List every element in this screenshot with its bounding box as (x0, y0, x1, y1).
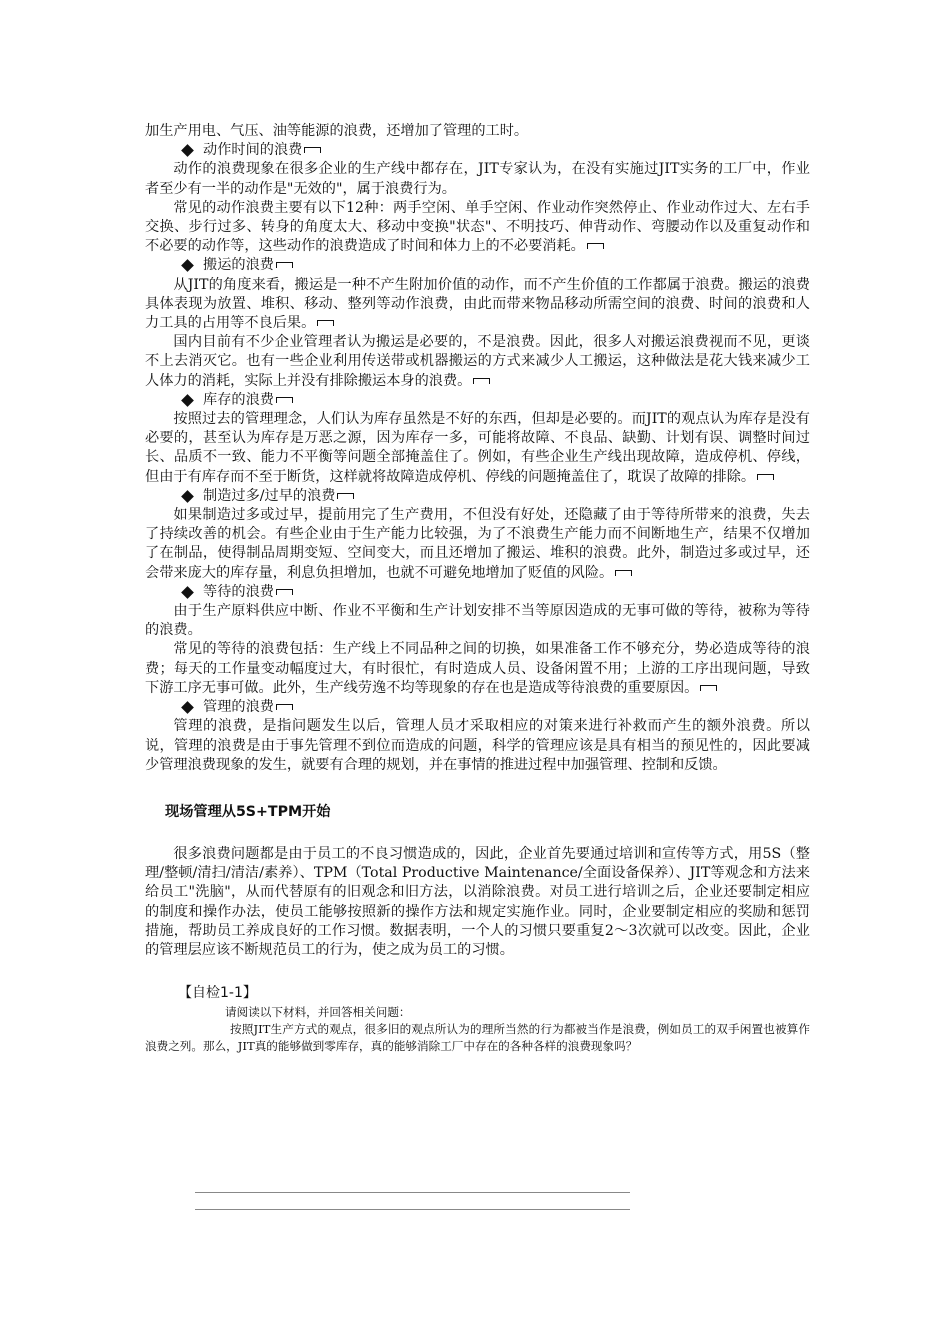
section-title: 现场管理从5S+TPM开始 (165, 803, 331, 820)
return-mark-icon (587, 243, 604, 249)
paragraph: 常见的动作浪费主要有以下12种：两手空闲、单手空闲、作业动作突然停止、作业动作过大、左右手交换、步行过多、转身的角度太大、移动中变换"状态"、不明技巧、伸背动作、弯腰动作以及重复动作和不必要的动作等，这些动作的浪费造成了时间和体力上的不必要消耗。 (145, 199, 810, 255)
section-heading: 动作时间的浪费 (145, 141, 810, 160)
return-mark-icon (304, 147, 321, 153)
paragraph: 常见的等待的浪费包括：生产线上不同品种之间的切换，如果准备工作不够充分，势必造成等待的浪费；每天的工作量变动幅度过大，有时很忙，有时造成人员、设备闲置不用；上游的工序出现问题，导致下游工序无事可做。此外，生产线劳逸不均等现象的存在也是造成等待浪费的重要原因。 (145, 641, 810, 696)
return-mark-icon (337, 493, 354, 499)
document-body (145, 122, 810, 1055)
section-heading: 等待的浪费 (145, 583, 810, 602)
intro-fragment: 加生产用电、气压、油等能源的浪费，还增加了管理的工时。 (145, 123, 529, 139)
section-heading: 库存的浪费 (145, 391, 810, 410)
return-mark-icon (276, 589, 293, 595)
return-mark-icon (276, 397, 293, 403)
paragraph: 从JIT的角度来看，搬运是一种不产生附加价值的动作，而不产生价值的工作都属于浪费。搬运的浪费具体表现为放置、堆积、移动、整列等动作浪费，由此而带来物品移动所需空间的浪费、时间的浪费和人力工具的占用等不良后果。 (145, 276, 810, 332)
return-mark-icon (473, 378, 490, 384)
return-mark-icon (317, 320, 334, 326)
return-mark-icon (615, 570, 632, 576)
paragraph: 动作的浪费现象在很多企业的生产线中都存在，JIT专家认为，在没有实施过JIT实务的工厂中，作业者至少有一半的动作是"无效的"，属于浪费行为。 (145, 161, 810, 197)
paragraph: 如果制造过多或过早，提前用完了生产费用，不但没有好处，还隐藏了由于等待所带来的浪费，失去了持续改善的机会。有些企业由于生产能力比较强，为了不浪费生产能力而不间断地生产，结果不仅增加了在制品，使得制品周期变短、空间变大，而且还增加了搬运、堆积的浪费。此外，制造过多或过早，还会带来庞大的库存量，利息负担增加，也就不可避免地增加了贬值的风险。 (145, 507, 810, 581)
paragraph: 按照过去的管理理念，人们认为库存虽然是不好的东西，但却是必要的。而JIT的观点认为库存是没有必要的，甚至认为库存是万恶之源，因为库存一多，可能将故障、不良品、缺勤、计划有误、调整时间过长、品质不一致、能力不平衡等问题全部掩盖住了。例如，有些企业生产线出现故障，造成停机、停线，但由于有库存而不至于断货，这样就将故障造成停机、停线的问题掩盖住了，耽误了故障的排除。 (145, 411, 810, 485)
return-mark-icon (276, 704, 293, 710)
section-heading: 管理的浪费 (145, 698, 810, 717)
return-mark-icon (276, 262, 293, 268)
return-mark-icon (700, 685, 717, 691)
answer-line[interactable] (195, 1209, 630, 1210)
paragraph: 管理的浪费，是指问题发生以后，管理人员才采取相应的对策来进行补救而产生的额外浪费。所以说，管理的浪费是由于事先管理不到位而造成的问题，科学的管理应该是具有相当的预见性的，因此要减少管理浪费现象的发生，就要有合理的规划，并在事情的推进过程中加强管理、控制和反馈。 (145, 718, 810, 773)
self-check-instruction: 请阅读以下材料，并回答相关问题： (225, 1005, 411, 1020)
section-heading: 搬运的浪费 (145, 256, 810, 275)
paragraph: 由于生产原料供应中断、作业不平衡和生产计划安排不当等原因造成的无事可做的等待，被称为等待的浪费。 (145, 603, 810, 639)
answer-line[interactable] (195, 1192, 630, 1193)
self-check-label: 【自检1-1】 (178, 985, 257, 1002)
paragraph: 国内目前有不少企业管理者认为搬运是必要的，不是浪费。因此，很多人对搬运浪费视而不见，更谈不上去消灭它。也有一些企业利用传送带或机器搬运的方式来减少人工搬运，这种做法是花大钱来减少工人体力的消耗，实际上并没有排除搬运本身的浪费。 (145, 334, 810, 389)
section-heading: 制造过多/过早的浪费 (145, 487, 810, 506)
self-check-question: 按照JIT生产方式的观点，很多旧的观点所认为的理所当然的行为都被当作是浪费，例如员工的双手闲置也被算作浪费之列。那么，JIT真的能够做到零库存，真的能够消除工厂中存在的各种各样的浪费现象吗？ (145, 1021, 810, 1053)
return-mark-icon (757, 474, 774, 480)
paragraph: 很多浪费问题都是由于员工的不良习惯造成的，因此，企业首先要通过培训和宣传等方式，用5S（整理/整顿/清扫/清洁/素养）、TPM（Total Productive Maintenance/全面设备保养）、JIT等观念和方法来给员工"洗脑"，从而代替原有的旧观念和旧方法，以消除浪费。对员工进行培训之后，企业还要制定相应的制度和操作办法，使员工能够按照新的操作方法和规定实施作业。同时，企业要制定相应的奖励和惩罚措施，帮助员工养成良好的工作习惯。数据表明，一个人的习惯只要重复2～3次就可以改变。因此，企业的管理层应该不断规范员工的行为，使之成为员工的习惯。 (145, 845, 810, 958)
